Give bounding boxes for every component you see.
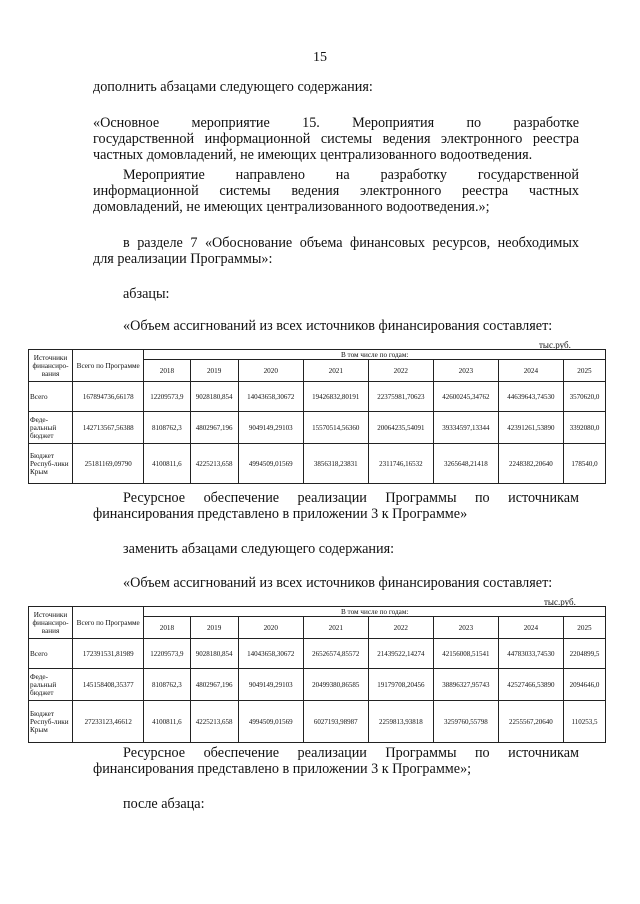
cell-value: 2204899,5	[563, 639, 605, 669]
event-para-2-line-3: домовладений, не имеющих централизованного водоотведения.»;	[93, 199, 490, 215]
header-year: 2024	[498, 617, 563, 639]
cell-value: 2094646,0	[563, 669, 605, 701]
header-year: 2023	[433, 360, 498, 382]
header-year: 2018	[144, 617, 190, 639]
header-year: 2021	[303, 360, 368, 382]
cell-value: 3392080,0	[563, 412, 605, 444]
replace-intro-text: заменить абзацами следующего содержания:	[123, 541, 395, 557]
table-row	[29, 701, 606, 743]
cell-value: 3259760,55798	[433, 701, 498, 743]
cell-value: 42156008,51541	[433, 639, 498, 669]
row-source: Всего	[29, 382, 73, 412]
cell-value: 2259813,93818	[368, 701, 433, 743]
financing-table-new	[28, 606, 606, 743]
cell-value: 14043658,30672	[238, 382, 303, 412]
row-total: 142713567,56388	[73, 412, 144, 444]
header-total: Всего по Программе	[73, 350, 144, 382]
header-year: 2023	[433, 617, 498, 639]
event-para-1-line-1: «Основное мероприятие 15. Мероприятия по разработке	[93, 115, 579, 131]
cell-value: 178540,0	[563, 444, 605, 484]
row-source: Бюджет Респуб-лики Крым	[29, 701, 73, 743]
abzacy-text: абзацы:	[123, 286, 170, 302]
header-total: Всего по Программе	[73, 607, 144, 639]
cell-value: 4100811,6	[144, 701, 190, 743]
cell-value: 39334597,13344	[433, 412, 498, 444]
header-sources: Источники финансиро-вания	[29, 350, 73, 382]
row-total: 27233123,46612	[73, 701, 144, 743]
cell-value: 4994509,01569	[238, 444, 303, 484]
cell-value: 8108762,3	[144, 412, 190, 444]
cell-value: 9049149,29103	[238, 412, 303, 444]
unit-label-2: тыс.руб.	[544, 597, 576, 607]
cell-value: 9028180,854	[190, 382, 238, 412]
header-sources: Источники финансиро-вания	[29, 607, 73, 639]
cell-value: 20499380,86585	[303, 669, 368, 701]
cell-value: 2255567,20640	[498, 701, 563, 743]
volume-intro-1: «Объем ассигнований из всех источников финансирования составляет:	[123, 318, 553, 334]
resource-para-2-line-1: Ресурсное обеспечение реализации Программы по источникам	[123, 745, 579, 761]
row-total: 172391531,81989	[73, 639, 144, 669]
table-row	[29, 669, 606, 701]
unit-label-1: тыс.руб.	[539, 340, 571, 350]
table-row	[29, 639, 606, 669]
cell-value: 20064235,54091	[368, 412, 433, 444]
cell-value: 19179708,20456	[368, 669, 433, 701]
cell-value: 8108762,3	[144, 669, 190, 701]
event-para-2-line-2: информационной системы ведения электронного реестра частных	[93, 183, 579, 199]
cell-value: 2311746,16532	[368, 444, 433, 484]
row-source: Феде-ральный бюджет	[29, 412, 73, 444]
cell-value: 3265648,21418	[433, 444, 498, 484]
resource-para-2-line-2: финансирования представлено в приложении 3 к Программе»;	[93, 761, 472, 777]
event-para-1-line-2: государственной информационной системы ведения электронного реестра	[93, 131, 579, 147]
cell-value: 42391261,53890	[498, 412, 563, 444]
table-row	[29, 412, 606, 444]
resource-para-1-line-2: финансирования представлено в приложении 3 к Программе»	[93, 506, 468, 522]
cell-value: 21439522,14274	[368, 639, 433, 669]
section-7-line-1: в разделе 7 «Обоснование объема финансовых ресурсов, необходимых	[123, 235, 579, 251]
cell-value: 42600245,34762	[433, 382, 498, 412]
header-year: 2020	[238, 617, 303, 639]
row-source: Бюджет Респуб-лики Крым	[29, 444, 73, 484]
cell-value: 6027193,98987	[303, 701, 368, 743]
table-row	[29, 444, 606, 484]
cell-value: 44639643,74530	[498, 382, 563, 412]
cell-value: 12209573,9	[144, 382, 190, 412]
cell-value: 42527466,53890	[498, 669, 563, 701]
cell-value: 4225213,658	[190, 701, 238, 743]
volume-intro-2: «Объем ассигнований из всех источников финансирования составляет:	[123, 575, 553, 591]
cell-value: 12209573,9	[144, 639, 190, 669]
financing-table-old	[28, 349, 606, 484]
row-total: 145158408,35377	[73, 669, 144, 701]
section-7-line-2: для реализации Программы»:	[93, 251, 273, 267]
cell-value: 9028180,854	[190, 639, 238, 669]
cell-value: 2248382,20640	[498, 444, 563, 484]
cell-value: 26526574,85572	[303, 639, 368, 669]
event-para-2-line-1: Мероприятие направлено на разработку государственной	[123, 167, 579, 183]
header-year: 2022	[368, 360, 433, 382]
cell-value: 15570514,56360	[303, 412, 368, 444]
cell-value: 19426832,80191	[303, 382, 368, 412]
header-year: 2025	[563, 617, 605, 639]
header-year: 2020	[238, 360, 303, 382]
row-source: Феде-ральный бюджет	[29, 669, 73, 701]
cell-value: 4994509,01569	[238, 701, 303, 743]
cell-value: 4100811,6	[144, 444, 190, 484]
header-year: 2021	[303, 617, 368, 639]
cell-value: 3856318,23831	[303, 444, 368, 484]
header-year: 2019	[190, 617, 238, 639]
header-year: 2018	[144, 360, 190, 382]
header-year: 2019	[190, 360, 238, 382]
page-number: 15	[313, 50, 327, 65]
header-by-years: В том числе по годам:	[144, 607, 606, 617]
cell-value: 44783033,74530	[498, 639, 563, 669]
cell-value: 4802967,196	[190, 669, 238, 701]
resource-para-1-line-1: Ресурсное обеспечение реализации Программы по источникам	[123, 490, 579, 506]
cell-value: 4225213,658	[190, 444, 238, 484]
header-year: 2025	[563, 360, 605, 382]
cell-value: 3570620,0	[563, 382, 605, 412]
cell-value: 38896327,95743	[433, 669, 498, 701]
header-by-years: В том числе по годам:	[144, 350, 606, 360]
row-source: Всего	[29, 639, 73, 669]
cell-value: 110253,5	[563, 701, 605, 743]
after-para-text: после абзаца:	[123, 796, 205, 812]
cell-value: 14043658,30672	[238, 639, 303, 669]
cell-value: 9049149,29103	[238, 669, 303, 701]
table-row	[29, 382, 606, 412]
header-year: 2022	[368, 617, 433, 639]
cell-value: 22375981,70623	[368, 382, 433, 412]
intro-text: дополнить абзацами следующего содержания:	[93, 79, 373, 95]
header-year: 2024	[498, 360, 563, 382]
event-para-1-line-3: частных домовладений, не имеющих централизованного водоотведения.	[93, 147, 533, 163]
row-total: 25181169,09790	[73, 444, 144, 484]
cell-value: 4802967,196	[190, 412, 238, 444]
row-total: 167894736,66178	[73, 382, 144, 412]
